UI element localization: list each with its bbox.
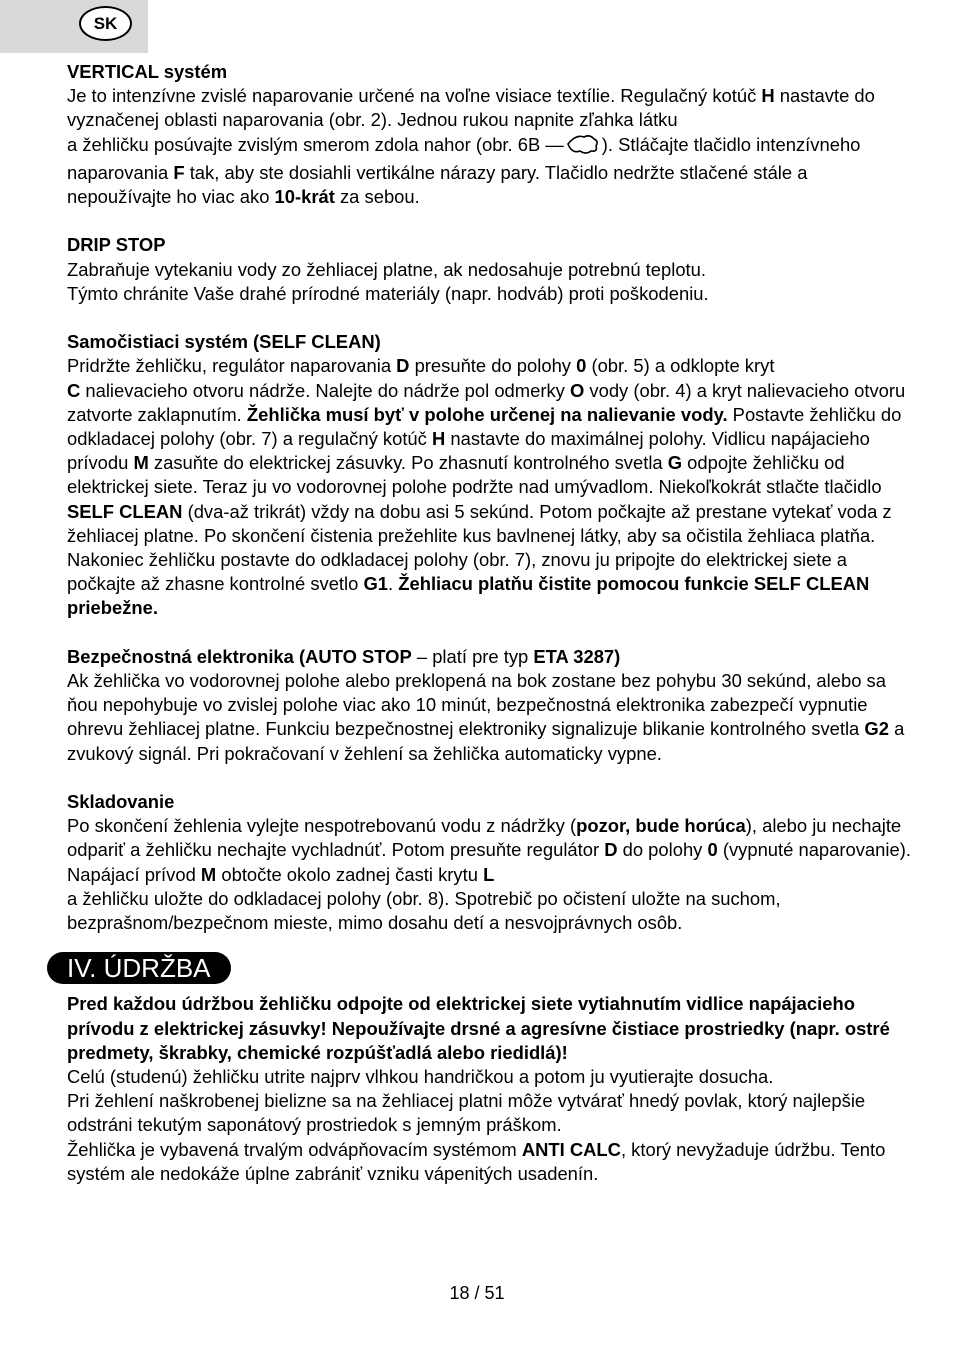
section-drip-stop	[67, 233, 912, 306]
language-badge: SK	[79, 6, 132, 41]
language-tab	[0, 0, 148, 53]
text-bold: 0	[576, 355, 587, 377]
text-bold: D	[604, 839, 618, 861]
text-bold: D	[396, 355, 410, 377]
text: nalievacieho otvoru nádrže. Nalejte do nádrže pol odmerky	[80, 379, 570, 401]
text: za sebou.	[334, 186, 420, 208]
text-bold: H	[761, 85, 775, 107]
text: Ak žehlička vo vodorovnej polohe alebo preklopená na bok zostane bez pohybu 30 sekúnd, alebo sa ňou nepohybuje vo zvislej polohe viac ako 10 minút, bezpečnostná elektronika zabezpečí vypnutie ohrevu žehliacej platne. Funkciu bezpečnostnej elektroniky signalizuje blikanie kontrolného svetla	[67, 670, 886, 740]
document-body	[67, 60, 912, 1186]
text-bold: F	[173, 161, 185, 183]
text: presuňte do polohy	[409, 355, 577, 377]
text: do polohy	[617, 839, 708, 861]
text: (obr. 5) a odklopte kryt	[586, 355, 775, 377]
section-self-clean	[67, 330, 912, 620]
text-bold: M	[133, 452, 149, 474]
text-bold: L	[483, 863, 495, 885]
text: a žehličku posúvajte zvislým smerom zdola nahor (obr. 6B —	[67, 133, 564, 155]
text: tak, aby ste dosiahli vertikálne nárazy pary. Tlačidlo nedržte stlačené stále a nepoužívajte ho viac ako	[67, 161, 808, 208]
chapter-heading: IV. ÚDRŽBA	[47, 952, 231, 984]
paragraph-storage	[67, 814, 912, 935]
heading-drip-stop: DRIP STOP	[67, 234, 166, 256]
steam-burst-icon	[566, 133, 600, 161]
text: obtočte okolo zadnej časti krytu	[216, 863, 484, 885]
text-bold: M	[200, 863, 217, 885]
paragraph-self-clean	[67, 354, 912, 620]
text-bold: G	[667, 452, 683, 474]
drip-line-2: Týmto chránite Vaše drahé prírodné materiály (napr. hodváb) proti poškodeniu.	[67, 282, 709, 304]
text: Po skončení žehlenia vylejte nespotrebovanú vodu z nádržky (	[67, 815, 577, 837]
text: vody (obr. 4) a kryt nalievacieho otvoru zatvorte zaklapnutím.	[67, 379, 906, 425]
text: a zvukový signál. Pri pokračovaní v žehlení sa žehlička automaticky vypne.	[67, 718, 905, 764]
text-bold: Žehlička musí byť v polohe určenej na nalievanie vody.	[246, 403, 728, 425]
text: Postavte žehličku do odkladacej polohy (obr. 7) a regulačný kotúč	[67, 403, 902, 450]
maintenance-anti-calc	[67, 1138, 912, 1186]
text: – platí pre typ	[411, 645, 534, 667]
text: ). Stláčajte tlačidlo intenzívneho naparovania	[67, 133, 861, 183]
maintenance-warning: Pred každou údržbou žehličku odpojte od elektrickej siete vytiahnutím vidlice napájacieho prívodu z elektrickej zásuvky! Nepoužívajte drsné a agresívne čistiace prostriedky (napr. ostré predmety, škrabky, chemické rozpúšťadlá alebo riedidlá)!	[67, 993, 890, 1063]
text: Žehlička je vybavená trvalým odvápňovacím systémom	[67, 1138, 522, 1160]
text: a žehličku uložte do odkladacej polohy (obr. 8). Spotrebič po očistení uložte na suchom, bezprašnom/bezpečnom mieste, mimo dosahu detí a nesvojprávnych osôb.	[67, 887, 781, 934]
maintenance-line-1: Celú (studenú) žehličku utrite najprv vlhkou handričkou a potom ju vyutierajte dosucha.	[67, 1066, 774, 1088]
text: ), alebo ju nechajte odpariť a žehličku nechajte vychladnúť. Potom presuňte regulátor	[67, 815, 902, 861]
text-bold: pozor, bude horúca	[576, 815, 746, 837]
text-bold: 0	[707, 839, 718, 861]
drip-line-1: Zabraňuje vytekaniu vody zo žehliacej platne, ak nedosahuje potrebnú teplotu.	[67, 258, 706, 280]
text-bold: G2	[864, 718, 889, 740]
text-bold: C	[67, 379, 81, 401]
text: (dva-až trikrát) vždy na dobu asi 5 sekúnd. Potom počkajte až prestane vytekať voda z žehliacej platne. Po skončení čistenia prežehlite kus bavlnenej látky, aby sa očistila žehliaca platňa. Nakoniec žehličku postavte do odkladacej polohy (obr. 7), znovu ju pripojte do elektrickej siete a počkajte až zhasne kontrolné svetlo	[67, 500, 892, 595]
section-maintenance	[67, 953, 912, 1186]
section-storage	[67, 790, 912, 935]
page-number: 18 / 51	[449, 1283, 505, 1303]
text-bold: Bezpečnostná elektronika (AUTO STOP	[67, 645, 412, 667]
text-bold: O	[569, 379, 585, 401]
text: .	[388, 573, 399, 595]
text-bold: G1	[363, 573, 389, 595]
maintenance-line-2: Pri žehlení naškrobenej bielizne sa na žehliacej platni môže vytvárať hnedý povlak, ktorý najlepšie odstráni tekutým saponátový prostriedok s jemným práškom.	[67, 1090, 866, 1136]
text-bold: SELF CLEAN	[67, 500, 183, 522]
section-auto-stop	[67, 645, 912, 766]
heading-self-clean: Samočistiaci systém (SELF CLEAN)	[67, 331, 381, 353]
text: , ktorý nevyžaduje údržbu. Tento systém ale nedokáže úplne zabrániť vzniku vápenitých usadenín.	[67, 1138, 886, 1184]
text-bold: ETA 3287)	[533, 645, 621, 667]
text-bold: 10-krát	[274, 186, 335, 208]
text: Je to intenzívne zvislé naparovanie určené na voľne visiace textílie. Regulačný kotúč	[67, 85, 762, 107]
text: (vypnuté naparovanie). Napájací prívod	[67, 839, 911, 885]
paragraph-vertical	[67, 84, 912, 209]
heading-vertical: VERTICAL systém	[67, 61, 228, 82]
paragraph-auto-stop	[67, 669, 912, 766]
text-bold: ANTI CALC	[521, 1138, 621, 1160]
text: nastavte do maximálnej polohy. Vidlicu napájacieho prívodu	[67, 428, 870, 474]
text: nastavte do vyznačenej oblasti naparovania (obr. 2). Jednou rukou napnite zľahka látku	[67, 85, 875, 131]
heading-storage: Skladovanie	[67, 791, 175, 813]
heading-auto-stop	[67, 645, 912, 669]
text-bold: H	[431, 428, 446, 450]
section-vertical	[67, 60, 912, 209]
text: odpojte žehličku od elektrickej siete. Teraz ju vo vodorovnej polohe podržte nad umývadlom. Niekoľkokrát stlačte tlačidlo	[67, 452, 882, 498]
text-bold: Žehliacu platňu čistite pomocou funkcie SELF CLEAN priebežne.	[67, 573, 870, 619]
text: Pridržte žehličku, regulátor naparovania	[67, 355, 397, 377]
text: zasuňte do elektrickej zásuvky. Po zhasnutí kontrolného svetla	[148, 452, 668, 474]
